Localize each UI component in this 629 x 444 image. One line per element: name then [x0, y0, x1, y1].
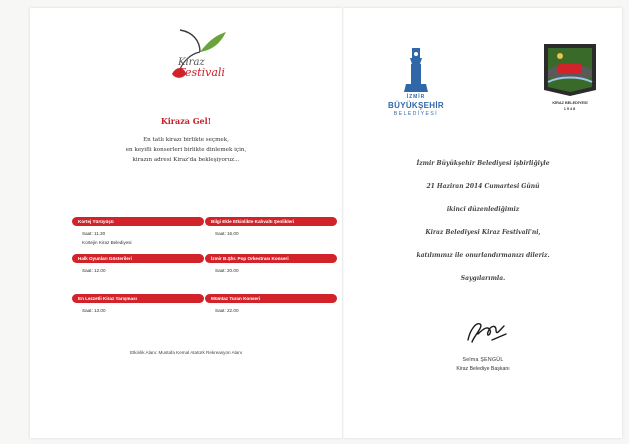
- festival-logo-line2: Festivali: [178, 66, 225, 79]
- signature-mark: [462, 318, 510, 346]
- event-title: Kortej Yürüyüşü: [72, 217, 204, 226]
- badge-line2: 1948: [563, 107, 577, 111]
- signer-role: Kiraz Belediye Başkanı: [456, 366, 510, 372]
- intro-line: En tatlı kirazı birlikte seçmek,: [143, 137, 229, 143]
- festival-logo-line1: Kiraz: [178, 57, 205, 68]
- intro-line: kirazın adresi Kiraz'da bekleşiyoruz...: [132, 157, 240, 163]
- event-title: En Lezzetli Kiraz Yarışması: [72, 294, 204, 303]
- invitation-line: katılımınız ile onurlandırmanızı dileriz.: [416, 252, 550, 259]
- kiraz-emblem-icon: [540, 40, 600, 98]
- invitation-line: ikinci düzenlediğimiz: [446, 206, 520, 213]
- event-venue: Kortejin Kiraz Belediyesi: [82, 240, 132, 245]
- venue-note: Etkinlik Alanı: Mustafa Kemal Atatürk Rekreasyon Alanı: [129, 350, 243, 355]
- event-title: Halk Oyunları Gösterileri: [72, 254, 204, 263]
- invitation-line: İzmir Büyükşehir Belediyesi işbirliğiyle: [416, 160, 550, 167]
- signer-name: Selma ŞENGÜL: [462, 357, 504, 363]
- intro-text: [30, 135, 342, 165]
- event-time: Saat: 20.00: [215, 268, 239, 273]
- invitation-line: Kiraz Belediyesi Kiraz Festivali'ni,: [425, 229, 541, 236]
- event-title: Bilgi Ekle Etkinlikte Kahvaltı Şenlikleri: [205, 217, 337, 226]
- event-time: Saat: 16.00: [215, 231, 239, 236]
- intro-line: en keyifli konserleri birlikte dinlemek için,: [125, 147, 247, 153]
- invitation-line: Saygılarımla.: [460, 275, 506, 282]
- event-time: Saat: 12.00: [82, 268, 106, 273]
- event-time: Saat: 11.30: [82, 231, 106, 236]
- event-title: Mümtaz Turan Konseri: [205, 294, 337, 303]
- invitation-line: 21 Haziran 2014 Cumartesi Günü: [426, 183, 540, 190]
- left-title: Kiraza Gel!: [160, 116, 212, 126]
- ibb-line1: İZMİR: [406, 94, 426, 100]
- ibb-line2: BÜYÜKŞEHİR: [388, 101, 444, 110]
- ibb-line3: BELEDİYESİ: [393, 111, 439, 117]
- badge-line1: KİRAZ BELEDİYESİ: [552, 101, 588, 105]
- event-time: Saat: 22.00: [215, 308, 239, 313]
- event-time: Saat: 13.00: [82, 308, 106, 313]
- festival-logo-text: [178, 58, 238, 78]
- event-title: İzmir B.Şhr. Pop Orkestrası Konseri: [205, 254, 337, 263]
- invitation-text: [344, 152, 622, 290]
